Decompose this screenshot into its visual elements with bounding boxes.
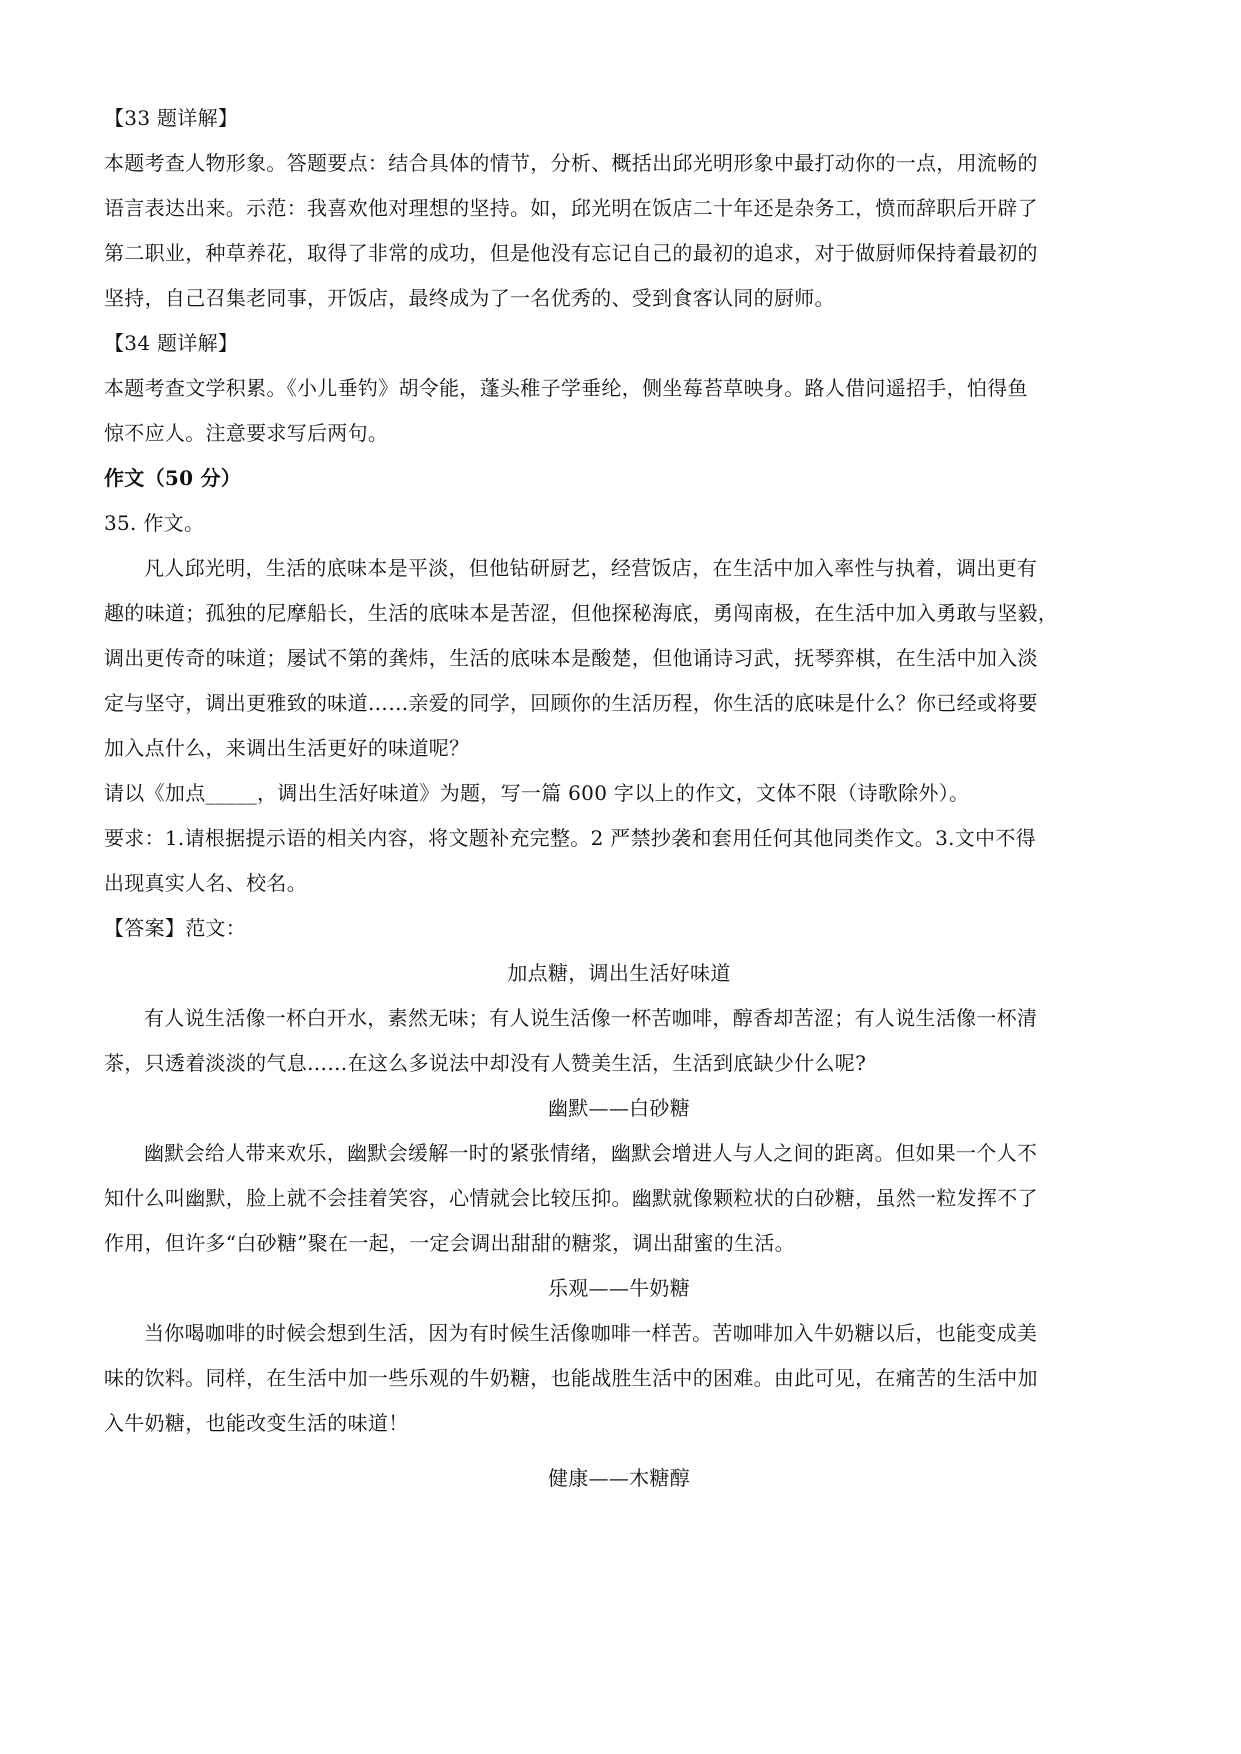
essay-intro-line-2: 茶，只透着淡淡的气息……在这么多说法中却没有人赞美生活，生活到底缺少什么呢?: [104, 1051, 867, 1075]
q33-line-4: 坚持，自己召集老同事，开饭店，最终成为了一名优秀的、受到食客认同的厨师。: [104, 286, 835, 310]
prompt-line-3: 调出更传奇的味道；屡试不第的龚炜，生活的底味本是酸楚，但他诵诗习武，抚琴弈棋，在生活中加入淡: [104, 646, 1038, 670]
q34-line-1: 本题考查文学积累。《小儿垂钓》胡令能，蓬头稚子学垂纶，侧坐莓苔草映身。路人借问遥招手，怕得鱼: [104, 376, 1028, 400]
q33-line-1: 本题考查人物形象。答题要点：结合具体的情节，分析、概括出邱光明形象中最打动你的一点，用流畅的: [104, 151, 1038, 175]
requirements-line-2: 出现真实人名、校名。: [104, 871, 307, 895]
essay-subtitle-health: 健康——木糖醇: [547, 1466, 691, 1490]
optimism-line-1: 当你喝咖啡的时候会想到生活，因为有时候生活像咖啡一样苦。苦咖啡加入牛奶糖以后，也能变成美: [144, 1321, 1038, 1345]
prompt-line-5: 加入点什么，来调出生活更好的味道呢？: [104, 736, 470, 760]
optimism-line-2: 味的饮料。同样，在生活中加一些乐观的牛奶糖，也能战胜生活中的困难。由此可见，在痛苦的生活中加: [104, 1366, 1038, 1390]
humor-line-2: 知什么叫幽默，脸上就不会挂着笑容，心情就会比较压抑。幽默就像颗粒状的白砂糖，虽然一粒发挥不了: [104, 1186, 1038, 1210]
essay-intro-line-1: 有人说生活像一杯白开水，素然无味；有人说生活像一杯苦咖啡，醇香却苦涩；有人说生活像一杯清: [144, 1006, 1038, 1030]
humor-line-3: 作用，但许多“白砂糖”聚在一起，一定会调出甜甜的糖浆，调出甜蜜的生活。: [104, 1231, 795, 1255]
q33-line-3: 第二职业，种草养花，取得了非常的成功，但是他没有忘记自己的最初的追求，对于做厨师保持着最初的: [104, 241, 1038, 265]
q34-heading: 【34 题详解】: [104, 331, 239, 355]
prompt-line-1: 凡人邱光明，生活的底味本是平淡，但他钻研厨艺，经营饭店，在生活中加入率性与执着，调出更有: [144, 556, 1038, 580]
requirements-line-1: 要求：1.请根据提示语的相关内容，将文题补充完整。2 严禁抄袭和套用任何其他同类作文。3.文中不得: [104, 826, 1036, 850]
essay-title: 加点糖，调出生活好味道: [507, 961, 731, 985]
prompt-line-4: 定与坚守，调出更雅致的味道……亲爱的同学，回顾你的生活历程，你生活的底味是什么？你已经或将要: [104, 691, 1038, 715]
essay-subtitle-optimism: 乐观——牛奶糖: [547, 1276, 691, 1300]
essay-subtitle-humor: 幽默——白砂糖: [547, 1096, 691, 1120]
q35-label: 35. 作文。: [104, 511, 205, 535]
answer-label: 【答案】范文：: [104, 916, 247, 940]
prompt-line-2: 趣的味道；孤独的尼摩船长，生活的底味本是苦涩，但他探秘海底，勇闯南极，在生活中加入勇敢与坚毅，: [104, 601, 1059, 625]
composition-section-title: 作文（50 分）: [104, 466, 242, 490]
composition-instruction: 请以《加点_____，调出生活好味道》为题，写一篇 600 字以上的作文，文体不限（诗歌除外）。: [104, 781, 970, 805]
q34-line-2: 惊不应人。注意要求写后两句。: [104, 421, 389, 445]
q33-heading: 【33 题详解】: [104, 106, 239, 130]
optimism-line-3: 入牛奶糖，也能改变生活的味道！: [104, 1411, 409, 1435]
q33-line-2: 语言表达出来。示范：我喜欢他对理想的坚持。如，邱光明在饭店二十年还是杂务工，愤而辞职后开辟了: [104, 196, 1038, 220]
document-page: [104, 96, 1134, 1501]
humor-line-1: 幽默会给人带来欢乐，幽默会缓解一时的紧张情绪，幽默会增进人与人之间的距离。但如果一个人不: [144, 1141, 1038, 1165]
